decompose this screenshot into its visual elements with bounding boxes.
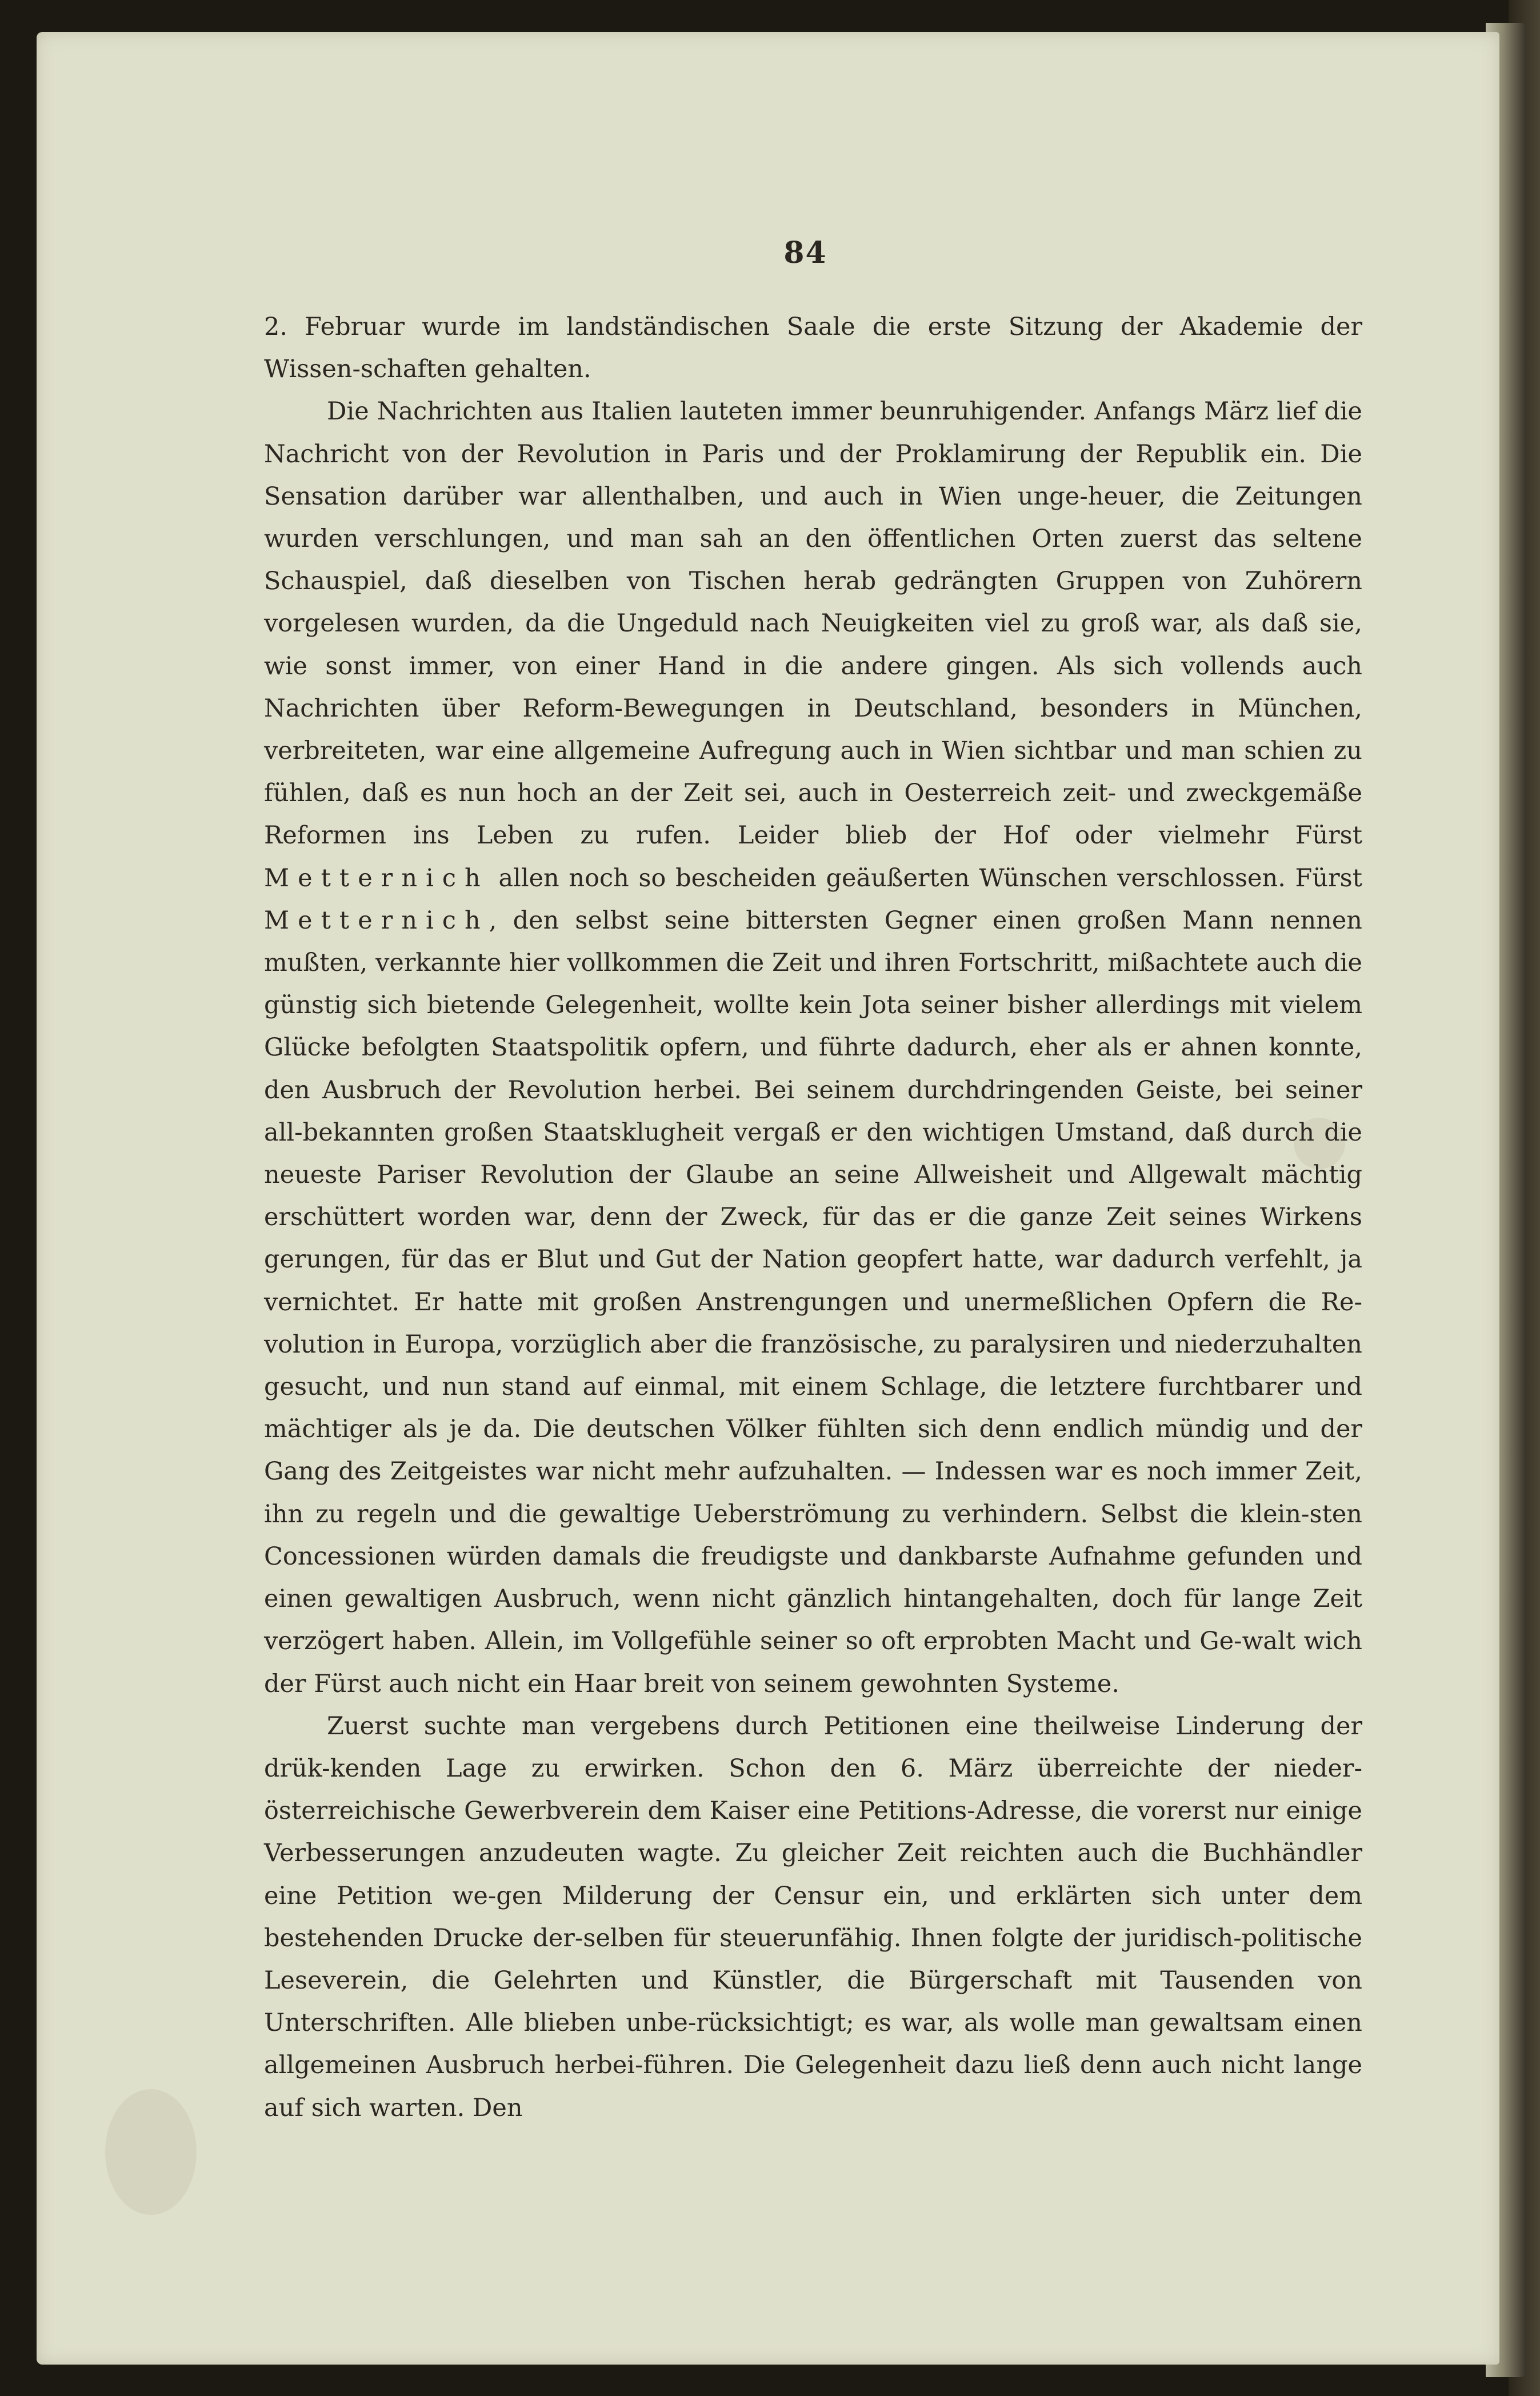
- paragraph-p2: [264, 390, 1362, 1705]
- text-segment: 2. Februar wurde im landständischen Saale die erste Sitzung der Akademie der Wissen-schaften gehalten.: [264, 313, 1362, 384]
- text-segment: allen noch so bescheiden geäußerten Wünschen verschlossen. Fürst: [489, 863, 1362, 893]
- paper-stain: [105, 2089, 197, 2215]
- emphasized-name: Metternich: [264, 906, 489, 935]
- emphasized-name: Metternich: [264, 863, 489, 893]
- body-text: [264, 306, 1362, 2129]
- page-number: 84: [783, 235, 827, 270]
- paragraph-p1: [264, 306, 1362, 390]
- paragraph-p3: [264, 1705, 1362, 2129]
- text-segment: , den selbst seine bittersten Gegner einen großen Mann nennen mußten, verkannte hier vollkommen die Zeit und ihren Fortschritt, mißachtete auch die günstig sich bietende Gelegenheit, wollte kein Jota seiner bisher allerdings mit vielem Glücke befolgten Staatspolitik opfern, und führte dadurch, eher als er ahnen konnte, den Ausbruch der Revolution herbei. Bei seinem durchdringenden Geiste, bei seiner all-bekannten großen Staatsklugheit vergaß er den wichtigen Umstand, daß durch die neueste Pariser Revolution der Glaube an seine Allweisheit und Allgewalt mächtig erschüttert worden war, denn der Zweck, für das er die ganze Zeit seines Wirkens gerungen, für das er Blut und Gut der Nation geopfert hatte, war dadurch verfehlt, ja vernichtet. Er hatte mit großen Anstrengungen und unermeßlichen Opfern die Re-volution in Europa, vorzüglich aber die französische, zu paralysiren und niederzuhalten gesucht, und nun stand auf einmal, mit einem Schlage, die letztere furchtbarer und mächtiger als je da. Die deutschen Völker fühlten sich denn endlich mündig und der Gang des Zeitgeistes war nicht mehr aufzuhalten. — Indessen war es noch immer Zeit, ihn zu regeln und die gewaltige Ueberströmung zu verhindern. Selbst die klein-sten Concessionen würden damals die freudigste und dankbarste Aufnahme gefunden und einen gewaltigen Ausbruch, wenn nicht gänzlich hintangehalten, doch für lange Zeit verzögert haben. Allein, im Vollgefühle seiner so oft erprobten Macht und Ge-walt wich der Fürst auch nicht ein Haar breit von seinem gewohnten Systeme.: [264, 906, 1362, 1698]
- text-segment: Zuerst suchte man vergebens durch Petitionen eine theilweise Linderung der drük-kenden Lage zu erwirken. Schon den 6. März überreichte der nieder-österreichische Gewerbverein dem Kaiser eine Petitions-Adresse, die vorerst nur einige Verbesserungen anzudeuten wagte. Zu gleicher Zeit reichten auch die Buchhändler eine Petition we-gen Milderung der Censur ein, und erklärten sich unter dem bestehenden Drucke der-selben für steuerunfähig. Ihnen folgte der juridisch-politische Leseverein, die Gelehrten und Künstler, die Bürgerschaft mit Tausenden von Unterschriften. Alle blieben unbe-rücksichtigt; es war, als wolle man gewaltsam einen allgemeinen Ausbruch herbei-führen. Die Gelegenheit dazu ließ denn auch nicht lange auf sich warten. Den: [264, 1711, 1362, 2122]
- text-segment: Die Nachrichten aus Italien lauteten immer beunruhigender. Anfangs März lief die Nachricht von der Revolution in Paris und der Proklamirung der Republik ein. Die Sensation darüber war allenthalben, und auch in Wien unge-heuer, die Zeitungen wurden verschlungen, und man sah an den öffentlichen Orten zuerst das seltene Schauspiel, daß dieselben von Tischen herab gedrängten Gruppen von Zuhörern vorgelesen wurden, da die Ungeduld nach Neuigkeiten viel zu groß war, als daß sie, wie sonst immer, von einer Hand in die andere gingen. Als sich vollends auch Nachrichten über Reform-Bewegungen in Deutschland, besonders in München, verbreiteten, war eine allgemeine Aufregung auch in Wien sichtbar und man schien zu fühlen, daß es nun hoch an der Zeit sei, auch in Oesterreich zeit- und zweckgemäße Reformen ins Leben zu rufen. Leider blieb der Hof oder vielmehr Fürst: [264, 397, 1362, 850]
